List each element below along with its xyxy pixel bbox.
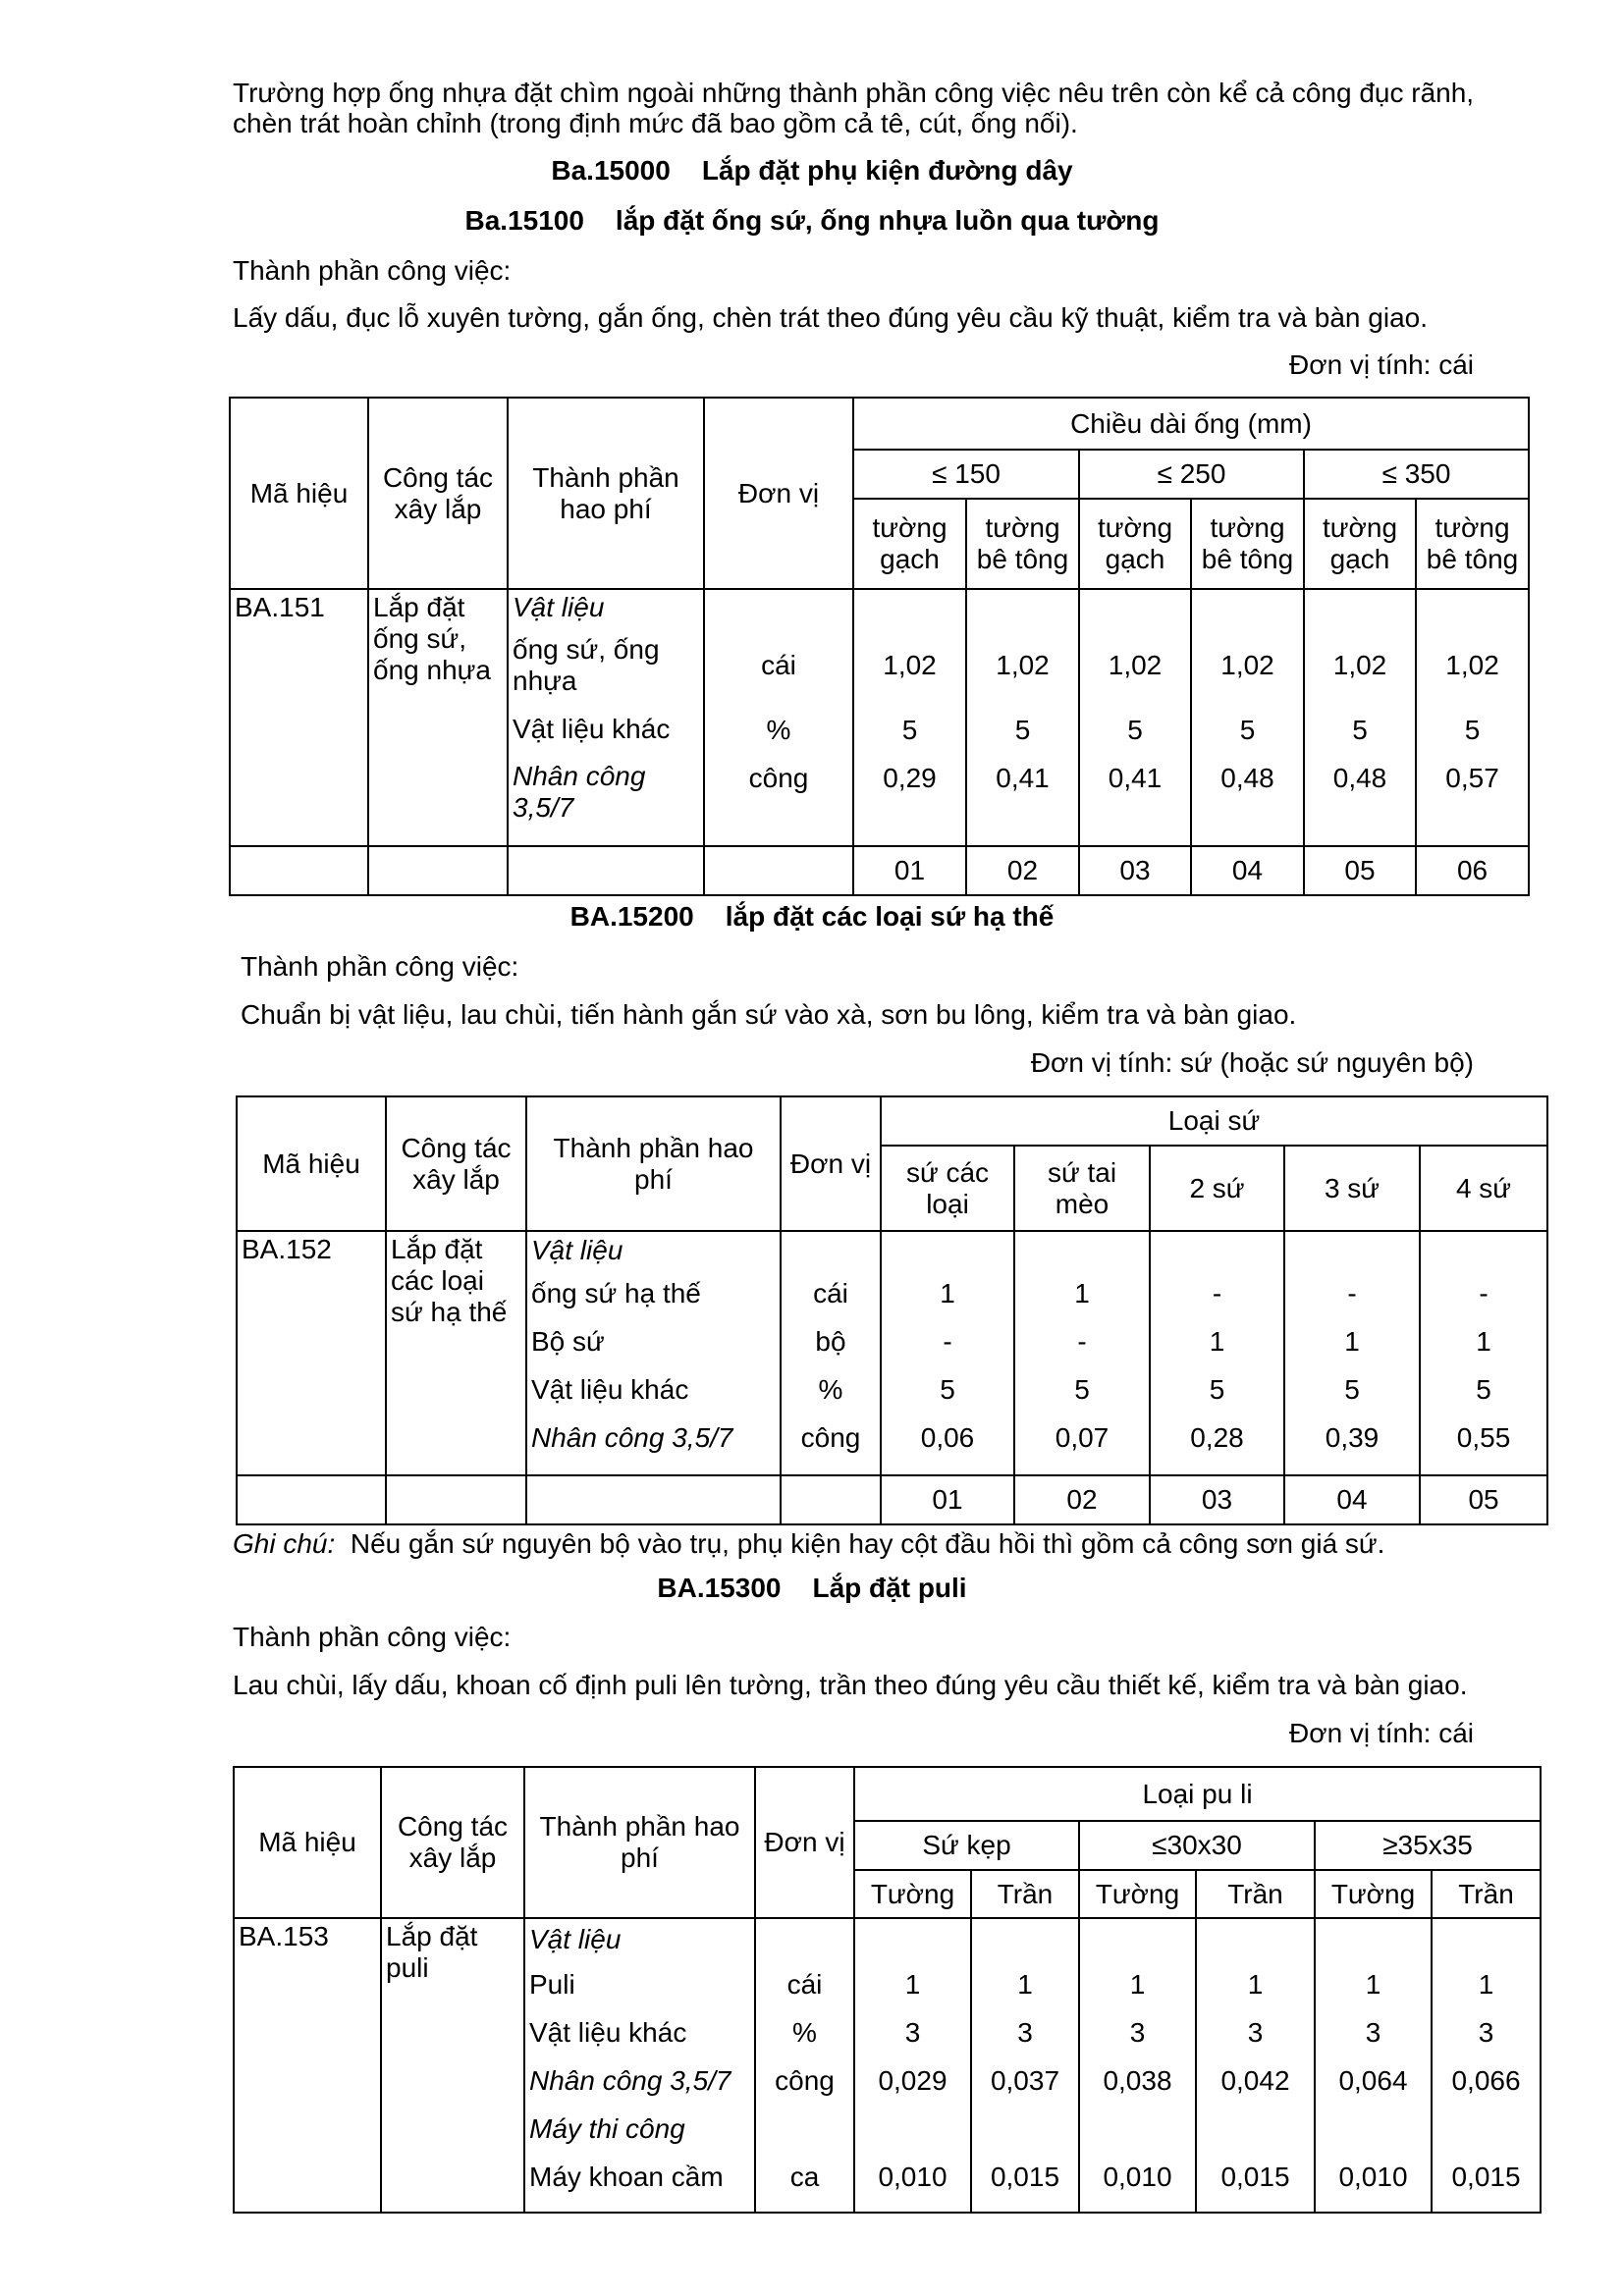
- note-text: Nếu gắn sứ nguyên bộ vào trụ, phụ kiện hay cột đầu hồi thì gồm cả công sơn giá sứ.: [350, 1528, 1385, 1559]
- value-col: [1014, 1231, 1150, 1475]
- header-work: Công tác xây lắp: [368, 398, 508, 589]
- unit-list: [781, 1231, 881, 1475]
- header-sub: ≥35x35: [1315, 1821, 1541, 1870]
- column-code: 05: [1420, 1475, 1547, 1524]
- header-col: Trần: [1432, 1870, 1541, 1918]
- value-col: [1196, 1918, 1315, 2213]
- table-ba152: [236, 1095, 1548, 1525]
- header-code: Mã hiệu: [230, 398, 368, 589]
- value: 1,02: [883, 650, 937, 680]
- value: 0,029: [878, 2065, 947, 2096]
- value: 5: [940, 1374, 955, 1405]
- unit-value: ca: [789, 2162, 820, 2192]
- value: 1: [1074, 1278, 1090, 1308]
- value: 0,015: [1220, 2162, 1290, 2192]
- header-col: tường gạch: [1079, 499, 1191, 589]
- component-list: [508, 589, 704, 846]
- value: 0,066: [1451, 2065, 1521, 2096]
- value: 1: [1365, 1969, 1381, 2000]
- component-name: Puli: [529, 1969, 575, 2000]
- value: 5: [1239, 715, 1256, 745]
- intro-line-1: Trường hợp ống nhựa đặt chìm ngoài những thành phần công việc nêu trên còn kể cả công đục rãnh,: [233, 78, 1475, 108]
- column-code: 01: [881, 1475, 1014, 1524]
- value-col: [1150, 1231, 1284, 1475]
- value-col: [966, 589, 1079, 846]
- header-col: tường gạch: [853, 499, 966, 589]
- heading-code: BA.15200: [569, 901, 694, 932]
- header-col: 3 sứ: [1284, 1146, 1420, 1231]
- header-code: Mã hiệu: [237, 1096, 386, 1231]
- column-code: 03: [1079, 846, 1191, 895]
- value: 5: [1464, 715, 1481, 745]
- value: 5: [1014, 715, 1031, 745]
- component-name: Vật liệu: [531, 1235, 623, 1265]
- value: 0,064: [1338, 2065, 1408, 2096]
- header-sub: ≤ 250: [1079, 450, 1304, 499]
- value: -: [1479, 1278, 1489, 1308]
- heading-code: Ba.15100: [464, 205, 584, 236]
- value-col: [1079, 589, 1191, 846]
- sec2-work-label: Thành phần công việc:: [241, 951, 519, 982]
- value-col: [1284, 1231, 1420, 1475]
- header-sub: ≤ 150: [853, 450, 1079, 499]
- value-col: [1416, 589, 1529, 846]
- value: 5: [1344, 1374, 1360, 1405]
- unit-list: [755, 1918, 854, 2213]
- value: 1,02: [1332, 650, 1387, 680]
- value: 3: [1129, 2017, 1146, 2048]
- unit-value: %: [818, 1374, 843, 1405]
- value: 0,015: [990, 2162, 1060, 2192]
- component-name: ống sứ, ống nhựa: [513, 634, 660, 696]
- unit-value: %: [792, 2017, 817, 2048]
- component-name: Vật liệu khác: [513, 714, 671, 744]
- value: 3: [1017, 2017, 1033, 2048]
- value-col: [1315, 1918, 1432, 2213]
- component-name: Nhân công 3,5/7: [529, 2065, 731, 2096]
- unit-value: bộ: [815, 1326, 846, 1357]
- value: 5: [1476, 1374, 1491, 1405]
- sec3-unit: Đơn vị tính: cái: [1289, 1718, 1474, 1748]
- value: 0,48: [1332, 763, 1387, 793]
- value-col: [853, 589, 966, 846]
- unit-value: công: [748, 763, 809, 793]
- header-sub: Sứ kẹp: [854, 1821, 1079, 1870]
- component-name: ống sứ hạ thế: [531, 1278, 701, 1308]
- value: 0,038: [1103, 2065, 1172, 2096]
- value-col: [1420, 1231, 1547, 1475]
- value: 1,02: [996, 650, 1050, 680]
- value: 3: [1247, 2017, 1264, 2048]
- header-sub: ≤30x30: [1079, 1821, 1315, 1870]
- header-col: Tường: [1315, 1870, 1432, 1918]
- heading-title: Lắp đặt phụ kiện đường dây: [701, 155, 1073, 186]
- sec3-work-label: Thành phần công việc:: [233, 1622, 512, 1652]
- component-name: Máy khoan cầm: [529, 2162, 724, 2192]
- header-col: tường bê tông: [966, 499, 1079, 589]
- row-work: Lắp đặt ống sứ, ống nhựa: [368, 589, 508, 846]
- header-group: Loại sứ: [881, 1096, 1547, 1146]
- value: 0,07: [1055, 1422, 1110, 1453]
- value: 0,06: [920, 1422, 975, 1453]
- note-label: Ghi chú:: [233, 1528, 336, 1559]
- value-col: [1079, 1918, 1196, 2213]
- value: -: [1077, 1326, 1087, 1357]
- value: 1: [1478, 1969, 1494, 2000]
- value: 0,28: [1190, 1422, 1244, 1453]
- value: 0,41: [1108, 763, 1163, 793]
- header-sub: ≤ 350: [1304, 450, 1529, 499]
- header-col: Trần: [971, 1870, 1079, 1918]
- header-col: Tường: [854, 1870, 971, 1918]
- heading-ba15300: [0, 1573, 1624, 1604]
- sec2-note: [233, 1527, 1384, 1560]
- component-name: Vật liệu khác: [531, 1374, 689, 1405]
- component-name: Máy thi công: [529, 2113, 685, 2144]
- unit-value: công: [775, 2065, 835, 2096]
- header-col: Tường: [1079, 1870, 1196, 1918]
- column-code: 04: [1284, 1475, 1420, 1524]
- table-ba153: [233, 1766, 1542, 2214]
- header-col: tường gạch: [1304, 499, 1416, 589]
- heading-title: Lắp đặt puli: [812, 1573, 967, 1603]
- value: 5: [1209, 1374, 1225, 1405]
- value: 0,042: [1220, 2065, 1290, 2096]
- header-col: Trần: [1196, 1870, 1315, 1918]
- value: 1: [1344, 1326, 1360, 1357]
- value: 0,57: [1445, 763, 1499, 793]
- unit-value: cái: [761, 650, 796, 680]
- sec2-work-text: Chuẩn bị vật liệu, lau chùi, tiến hành gắn sứ vào xà, sơn bu lông, kiểm tra và bàn giao.: [241, 999, 1297, 1030]
- value: 1,02: [1445, 650, 1499, 680]
- value: 1,02: [1220, 650, 1274, 680]
- heading-code: Ba.15000: [551, 155, 671, 186]
- row-code: BA.152: [237, 1231, 386, 1475]
- header-work: Công tác xây lắp: [386, 1096, 526, 1231]
- value: 0,29: [883, 763, 937, 793]
- row-code: BA.151: [230, 589, 368, 846]
- component-list: [526, 1231, 781, 1475]
- value: -: [943, 1326, 952, 1357]
- header-work: Công tác xây lắp: [381, 1767, 524, 1918]
- value: 5: [901, 715, 918, 745]
- value-col: [1432, 1918, 1541, 2213]
- sec1-unit: Đơn vị tính: cái: [1289, 349, 1474, 380]
- value: 0,010: [1338, 2162, 1408, 2192]
- header-col: 4 sứ: [1420, 1146, 1547, 1231]
- column-code: 02: [966, 846, 1079, 895]
- row-code: BA.153: [234, 1918, 381, 2213]
- value: 0,015: [1451, 2162, 1521, 2192]
- value: 5: [1074, 1374, 1090, 1405]
- component-name: Vật liệu: [513, 592, 605, 622]
- heading-ba15100: [0, 205, 1624, 237]
- value: -: [1347, 1278, 1357, 1308]
- value: 1: [940, 1278, 955, 1308]
- value: 0,037: [990, 2065, 1060, 2096]
- header-group: Chiều dài ống (mm): [853, 398, 1529, 450]
- header-unit: Đơn vị: [781, 1096, 881, 1231]
- value: 1,02: [1108, 650, 1163, 680]
- component-name: Bộ sứ: [531, 1326, 605, 1357]
- header-group: Loại pu li: [854, 1767, 1541, 1821]
- value: 5: [1352, 715, 1368, 745]
- value: 1: [1129, 1969, 1146, 2000]
- header-unit: Đơn vị: [755, 1767, 854, 1918]
- unit-list: [704, 589, 853, 846]
- value: 1: [904, 1969, 921, 2000]
- value-col: [854, 1918, 971, 2213]
- value-col: [1304, 589, 1416, 846]
- heading-ba15200: [0, 901, 1624, 933]
- header-code: Mã hiệu: [234, 1767, 381, 1918]
- column-code: 05: [1304, 846, 1416, 895]
- value: 3: [904, 2017, 921, 2048]
- component-name: Nhân công 3,5/7: [513, 761, 646, 823]
- value: 3: [1365, 2017, 1381, 2048]
- heading-title: lắp đặt các loại sứ hạ thế: [725, 901, 1055, 932]
- unit-value: %: [766, 715, 791, 745]
- value-col: [971, 1918, 1079, 2213]
- heading-code: BA.15300: [657, 1573, 782, 1603]
- sec1-work-label: Thành phần công việc:: [233, 255, 512, 286]
- value: 3: [1478, 2017, 1494, 2048]
- header-col: sứ các loại: [881, 1146, 1014, 1231]
- unit-value: cái: [786, 1969, 823, 2000]
- value: 0,010: [1103, 2162, 1172, 2192]
- unit-value: công: [800, 1422, 861, 1453]
- value: 5: [1127, 715, 1143, 745]
- header-component: Thành phần hao phí: [508, 398, 704, 589]
- value: -: [1212, 1278, 1222, 1308]
- value: 0,55: [1456, 1422, 1511, 1453]
- header-col: 2 sứ: [1150, 1146, 1284, 1231]
- header-col: tường bê tông: [1416, 499, 1529, 589]
- value: 0,48: [1220, 763, 1274, 793]
- header-component: Thành phần hao phí: [526, 1096, 781, 1231]
- row-work: Lắp đặt puli: [381, 1918, 524, 2213]
- header-unit: Đơn vị: [704, 398, 853, 589]
- header-component: Thành phần hao phí: [524, 1767, 755, 1918]
- unit-value: [709, 590, 848, 625]
- value: 1: [1209, 1326, 1225, 1357]
- column-code: 04: [1191, 846, 1304, 895]
- value: 0,010: [878, 2162, 947, 2192]
- unit-value: cái: [813, 1278, 848, 1308]
- header-col: sứ tai mèo: [1014, 1146, 1150, 1231]
- value: 0,39: [1325, 1422, 1380, 1453]
- header-col: tường bê tông: [1191, 499, 1304, 589]
- table-ba151: [229, 397, 1530, 896]
- value: 1: [1017, 1969, 1033, 2000]
- value: 1: [1476, 1326, 1491, 1357]
- value-col: [1191, 589, 1304, 846]
- heading-ba15000: [0, 155, 1624, 187]
- column-code: 03: [1150, 1475, 1284, 1524]
- value: 0,41: [996, 763, 1050, 793]
- value-col: [881, 1231, 1014, 1475]
- component-name: Vật liệu khác: [529, 2017, 687, 2048]
- column-code: 01: [853, 846, 966, 895]
- sec2-unit: Đơn vị tính: sứ (hoặc sứ nguyên bộ): [1030, 1047, 1474, 1078]
- row-work: Lắp đặt các loại sứ hạ thế: [386, 1231, 526, 1475]
- column-code: 06: [1416, 846, 1529, 895]
- column-code: 02: [1014, 1475, 1150, 1524]
- sec1-work-text: Lấy dấu, đục lỗ xuyên tường, gắn ống, chèn trát theo đúng yêu cầu kỹ thuật, kiểm tra và bàn giao.: [233, 302, 1429, 333]
- component-name: Vật liệu: [529, 1924, 622, 1954]
- sec3-work-text: Lau chùi, lấy dấu, khoan cố định puli lên tường, trần theo đúng yêu cầu thiết kế, kiểm tra và bàn giao.: [233, 1670, 1468, 1700]
- component-name: Nhân công 3,5/7: [531, 1422, 733, 1453]
- intro-line-2: chèn trát hoàn chỉnh (trong định mức đã bao gồm cả tê, cút, ống nối).: [233, 108, 1078, 138]
- value: 1: [1247, 1969, 1264, 2000]
- component-list: [524, 1918, 755, 2213]
- heading-title: lắp đặt ống sứ, ống nhựa luồn qua tường: [615, 205, 1160, 236]
